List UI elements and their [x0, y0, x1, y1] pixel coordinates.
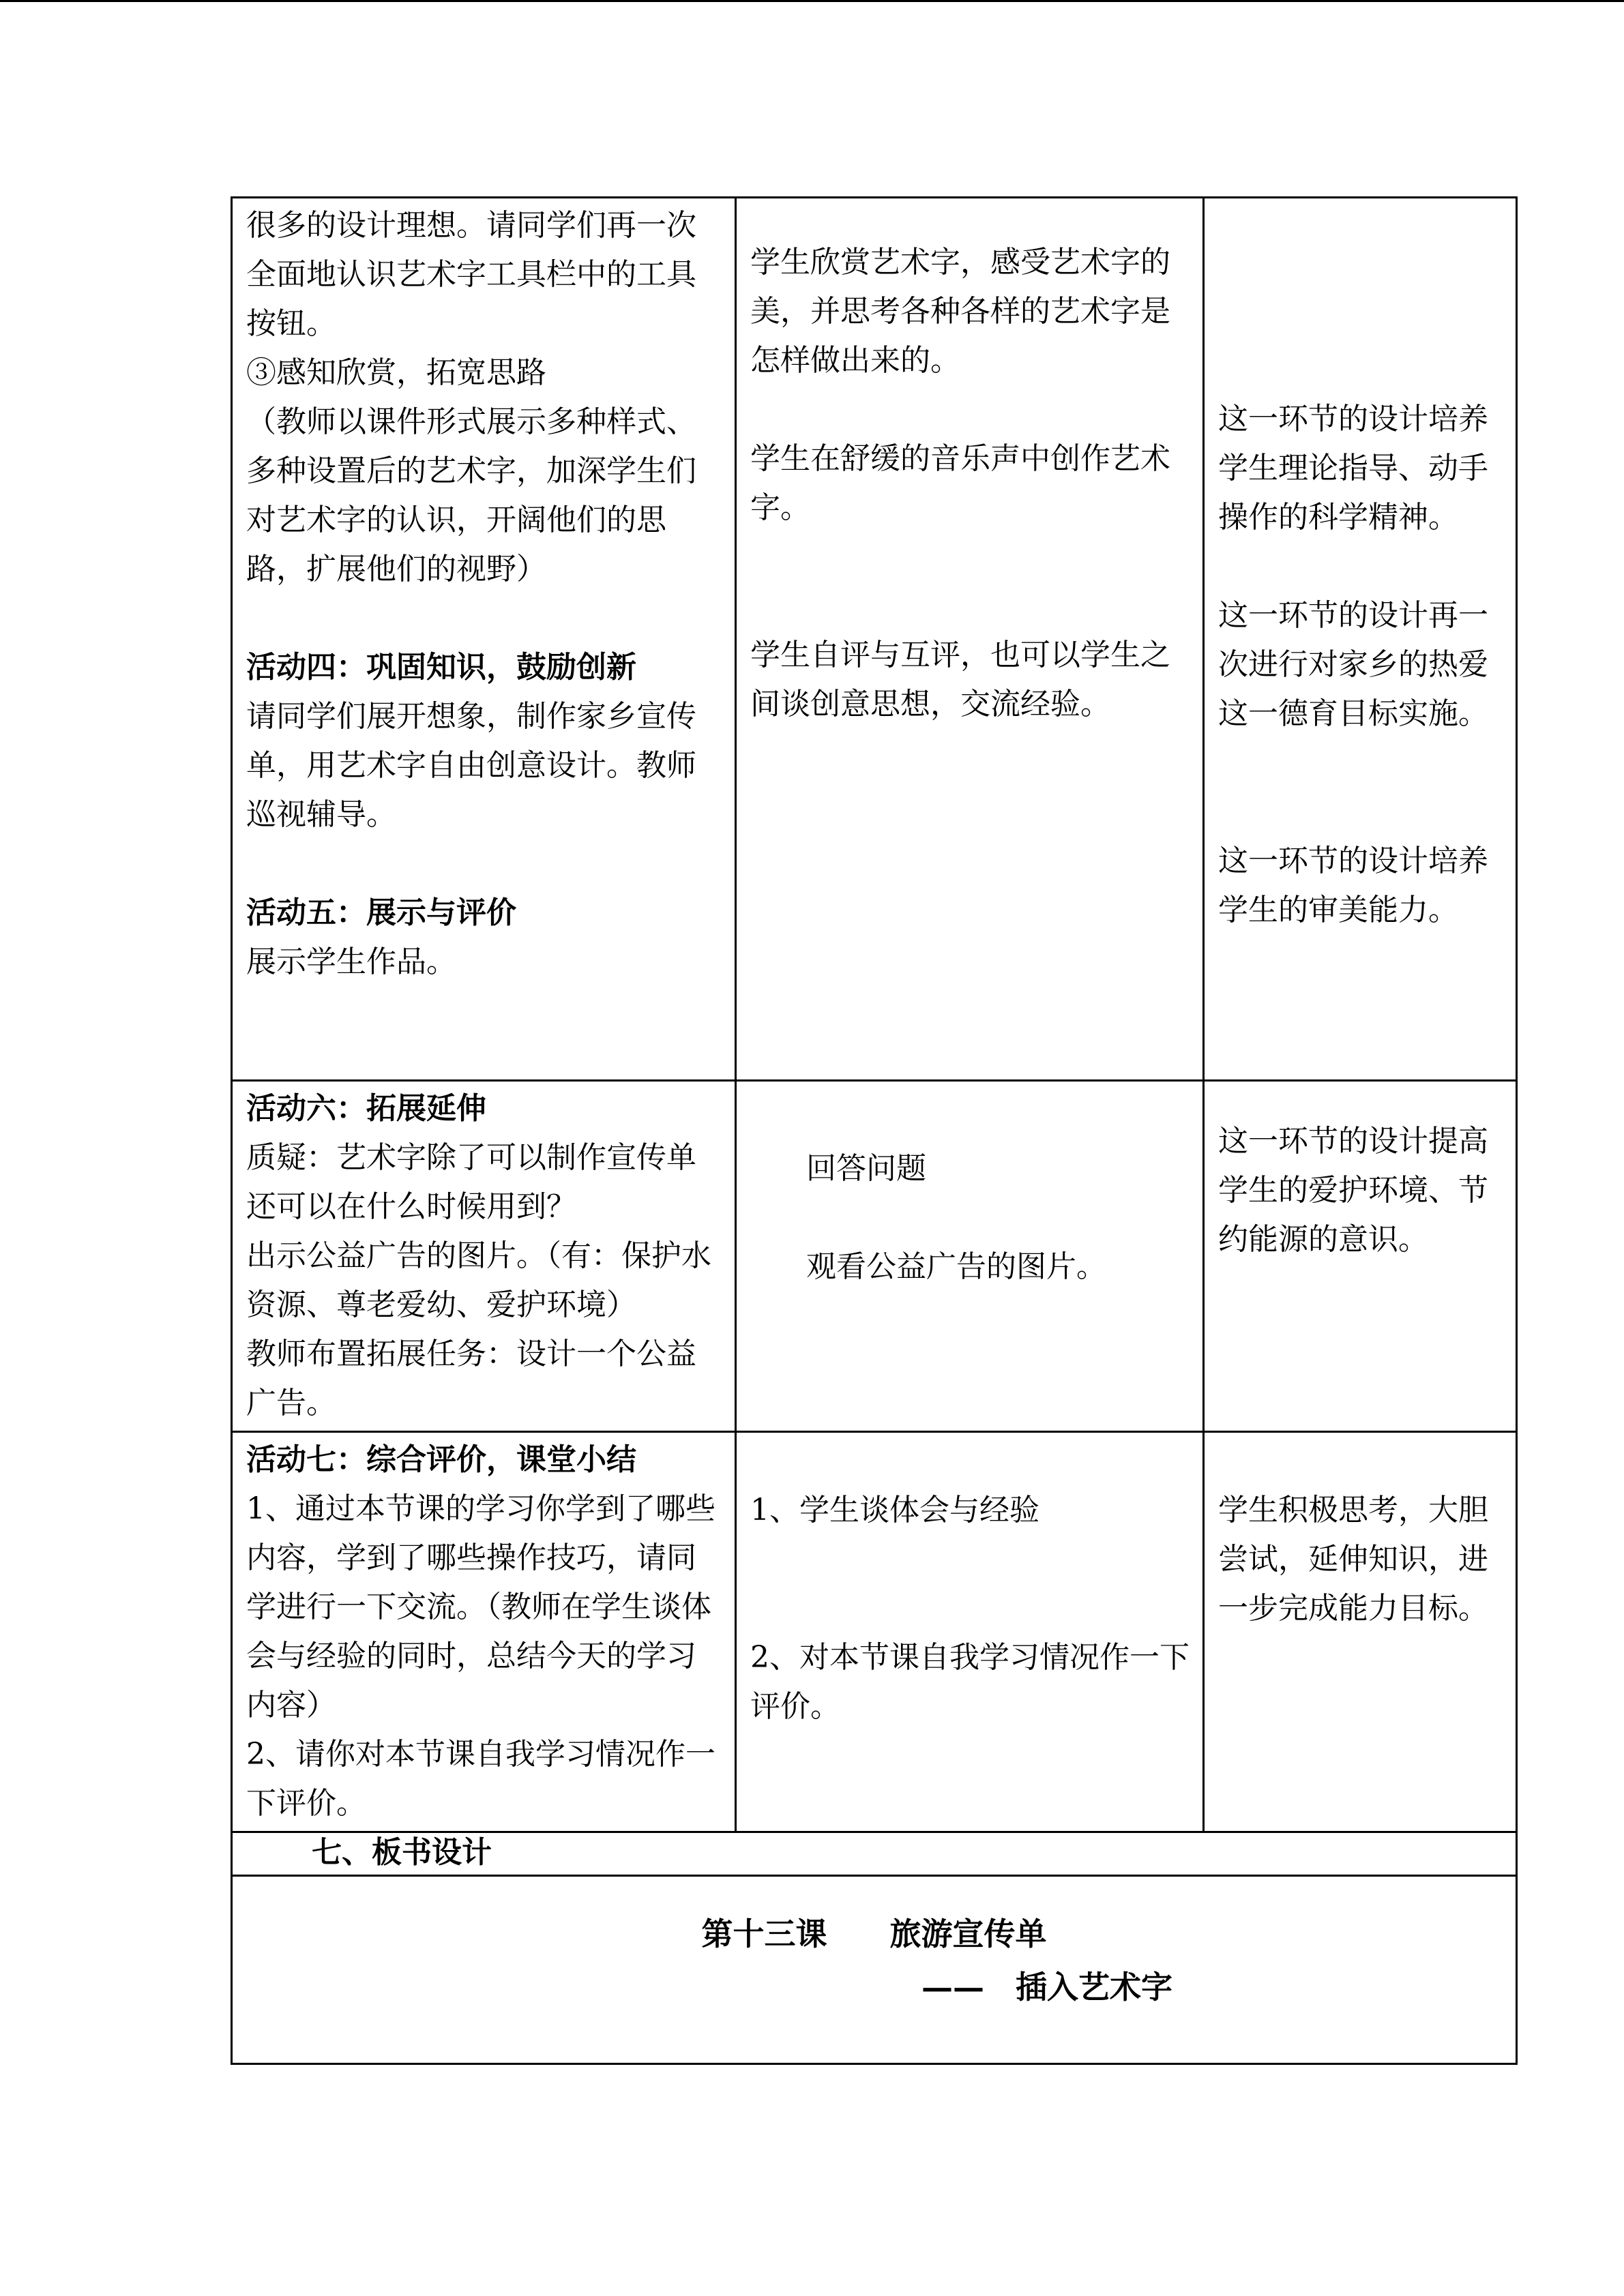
- table-row-activity-7: [232, 1432, 1517, 1832]
- table-row-section-title: [232, 1832, 1517, 1876]
- paragraph: 教师布置拓展任务：设计一个公益广告。: [246, 1337, 696, 1420]
- paragraph: 这一环节的设计培养学生理论指导、动手操作的科学精神。: [1218, 402, 1488, 535]
- teacher-activity-cell: [232, 1432, 736, 1832]
- paragraph: 2、请你对本节课自我学习情况作一下评价。: [246, 1737, 715, 1821]
- paragraph: 学生欣赏艺术字，感受艺术字的美，并思考各种各样的艺术字是怎样做出来的。: [750, 245, 1170, 378]
- paragraph: ③感知欣赏，拓宽思路: [246, 355, 546, 390]
- lesson-plan-table: [231, 196, 1518, 2065]
- spacer: [246, 839, 722, 889]
- teacher-activity-cell: [232, 1081, 736, 1432]
- spacer: [750, 533, 1190, 631]
- paragraph: 1、通过本节课的学习你学到了哪些内容，学到了哪些操作技巧，请同学进行一下交流。（教师在学生谈体会与经验的同时，总结今天的学习内容）: [246, 1491, 715, 1723]
- paragraph: 2、对本节课自我学习情况作一下评价。: [750, 1640, 1190, 1724]
- design-intent-cell: [1204, 198, 1517, 1081]
- design-intent-cell: [1204, 1081, 1517, 1432]
- board-design-cell: [232, 1876, 1517, 2064]
- spacer: [1218, 542, 1503, 591]
- paragraph: 这一环节的设计再一次进行对家乡的热爱这一德育目标实施。: [1218, 598, 1488, 731]
- paragraph: 1、学生谈体会与经验: [750, 1493, 1039, 1527]
- table-row-activity-6: [232, 1081, 1517, 1432]
- design-intent-cell: [1204, 1432, 1517, 1832]
- table-row-activities-3-5: [232, 198, 1517, 1081]
- section-title-cell: [232, 1832, 1517, 1876]
- paragraph: 很多的设计理想。请同学们再一次全面地认识艺术字工具栏中的工具按钮。: [246, 208, 696, 341]
- board-subtitle: —— 插入艺术字: [921, 1969, 1172, 2006]
- paragraph: 学生自评与互评，也可以学生之间谈创意思想，交流经验。: [750, 638, 1170, 721]
- paragraph: 请同学们展开想象，制作家乡宣传单，用艺术字自由创意设计。教师巡视辅导。: [246, 699, 696, 832]
- paragraph: 观看公益广告的图片。: [806, 1249, 1106, 1284]
- activity-heading: 活动七：综合评价，课堂小结: [246, 1442, 636, 1477]
- activity-heading: 活动六：拓展延伸: [246, 1091, 486, 1126]
- paragraph: （教师以课件形式展示多种样式、多种设置后的艺术字，加深学生们对艺术字的认识，开阔他们的思路，扩展他们的视野）: [246, 404, 696, 586]
- board-title: 第十三课 旅游宣传单: [701, 1915, 1047, 1952]
- teacher-activity-cell: [232, 198, 736, 1081]
- paragraph: 学生积极思考，大胆尝试，延伸知识，进一步完成能力目标。: [1218, 1493, 1488, 1626]
- paragraph: 这一环节的设计培养学生的审美能力。: [1218, 844, 1488, 927]
- paragraph: 出示公益广告的图片。（有：保护水资源、尊老爱幼、爱护环境）: [246, 1238, 711, 1322]
- spacer: [806, 1193, 1190, 1242]
- paragraph: 学生在舒缓的音乐声中创作艺术字。: [750, 441, 1170, 525]
- paragraph: 展示学生作品。: [246, 944, 456, 979]
- section-title: 七、板书设计: [312, 1835, 492, 1870]
- paragraph: 这一环节的设计提高学生的爱护环境、节约能源的意识。: [1218, 1124, 1488, 1257]
- page-top-border: [0, 0, 1624, 2]
- student-activity-cell: [736, 198, 1204, 1081]
- spacer: [750, 1535, 1190, 1633]
- student-activity-cell: [736, 1081, 1204, 1432]
- table-row-board-design: [232, 1876, 1517, 2064]
- student-activity-cell: [736, 1432, 1204, 1832]
- paragraph: 质疑：艺术字除了可以制作宣传单还可以在什么时候用到？: [246, 1140, 696, 1224]
- paragraph: 回答问题: [806, 1151, 926, 1186]
- spacer: [1218, 739, 1503, 837]
- spacer: [246, 594, 722, 643]
- activity-heading: 活动五：展示与评价: [246, 895, 516, 930]
- activity-heading: 活动四：巩固知识，鼓励创新: [246, 650, 636, 685]
- spacer: [750, 385, 1190, 434]
